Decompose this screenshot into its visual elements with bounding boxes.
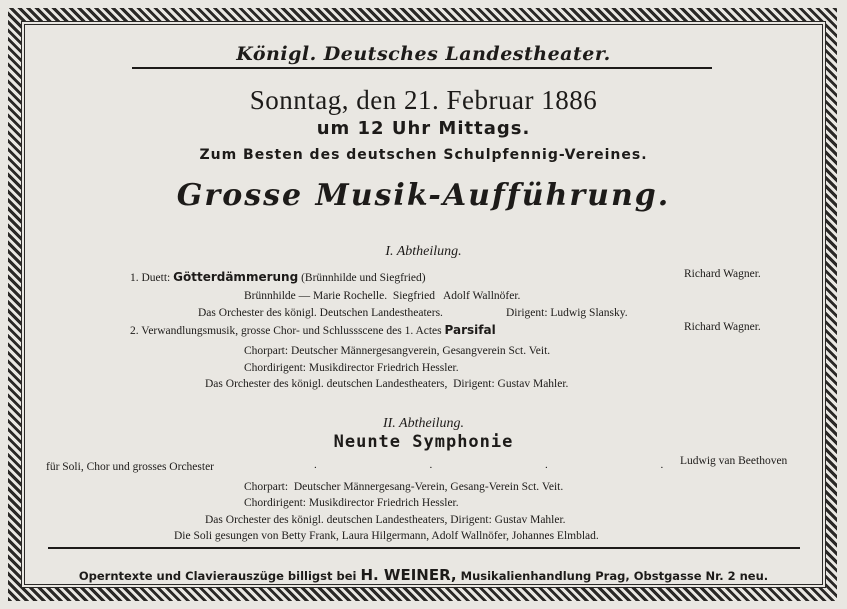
footer-suffix: Musikalienhandlung Prag, Obstgasse Nr. 2 neu.	[456, 569, 769, 583]
item2-orchestra: Das Orchester des königl. deutschen Landestheaters, Dirigent: Gustav Mahler.	[205, 378, 569, 390]
footer-advert	[0, 566, 847, 584]
part2-orchestra: Das Orchester des königl. deutschen Landestheaters, Dirigent: Gustav Mahler.	[205, 514, 566, 526]
item1-work: Götterdämmerung	[173, 270, 299, 284]
part2-composer: Ludwig van Beethoven	[680, 455, 788, 467]
footer-shop: H. WEINER,	[360, 566, 457, 584]
header-rule	[132, 67, 712, 69]
item1-cast: Brünnhilde — Marie Rochelle. Siegfried Adolf Wallnöfer.	[244, 290, 521, 302]
concert-title: Grosse Musik-Aufführung.	[176, 178, 671, 213]
benefit-line: Zum Besten des deutschen Schulpfennig-Vereines.	[199, 147, 648, 163]
item2-choir: Chorpart: Deutscher Männergesangverein, Gesangverein Sct. Veit.	[244, 345, 551, 357]
item1-composer: Richard Wagner.	[684, 268, 761, 280]
concert-time: um 12 Uhr Mittags.	[316, 118, 531, 139]
item1-orchestra: Das Orchester des königl. Deutschen Landestheaters.	[198, 307, 443, 319]
item2-prefix: 2. Verwandlungsmusik, grosse Chor- und Schlussscene des 1. Actes	[130, 325, 445, 337]
theatre-name: Königl. Deutsches Landestheater.	[236, 43, 611, 65]
part2-heading: II. Abtheilung.	[382, 416, 464, 431]
item2-title	[130, 323, 496, 337]
item2-work: Parsifal	[444, 323, 496, 337]
part2-work: Neunte Symphonie	[333, 432, 514, 452]
item1-title	[130, 270, 426, 284]
footer-prefix: Operntexte und Clavierauszüge billigst bei	[78, 569, 361, 583]
part1-heading: I. Abtheilung.	[385, 244, 462, 259]
item1-suffix: (Brünnhilde und Siegfried)	[298, 272, 426, 284]
item1-prefix: 1. Duett:	[130, 272, 174, 284]
footer-rule	[48, 547, 800, 549]
part2-scoring: für Soli, Chor und grosses Orchester	[46, 461, 215, 473]
concert-date: Sonntag, den 21. Februar 1886	[249, 85, 598, 115]
item2-choir-director: Chordirigent: Musikdirector Friedrich Hessler.	[244, 362, 459, 374]
item1-conductor: Dirigent: Ludwig Slansky.	[506, 307, 628, 319]
part2-dots: . . . .	[314, 459, 719, 471]
part2-choir-director: Chordirigent: Musikdirector Friedrich Hessler.	[244, 497, 459, 509]
part2-choir: Chorpart: Deutscher Männergesang-Verein, Gesang-Verein Sct. Veit.	[244, 481, 564, 493]
item2-composer: Richard Wagner.	[684, 321, 761, 333]
part2-soloists: Die Soli gesungen von Betty Frank, Laura Hilgermann, Adolf Wallnöfer, Johannes Elmblad.	[174, 530, 599, 542]
